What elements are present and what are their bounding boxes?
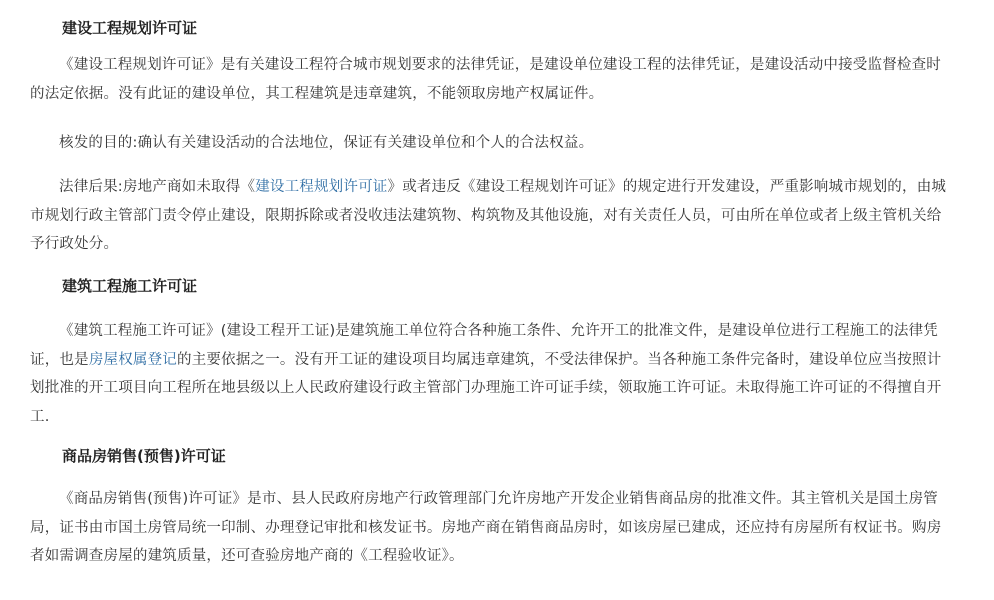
paragraph-text: 法律后果:房地产商如未取得《 [59,179,256,195]
paragraph-text: 的主要依据之一。没有开工证的建设项目均属违章建筑，不受法律保护。当各种施工条件完备时，建设单位应当按照计划批准的开工项目向工程所在地县级以上人民政府建设行政主管部门办理施工许可证手续，领取施工许可证。未取得施工许可证的不得擅自开工. [30,351,942,425]
planning-permit-link[interactable]: 建设工程规划许可证 [255,179,388,195]
paragraph-planning-permit-consequence [30,173,950,259]
section-heading-presale-permit: 商品房销售(预售)许可证 [62,447,226,465]
paragraph-planning-permit-definition: 《建设工程规划许可证》是有关建设工程符合城市规划要求的法律凭证，是建设单位建设工程的法律凭证，是建设活动中接受监督检查时的法定依据。没有此证的建设单位，其工程建筑是违章建筑，不能领取房地产权属证件。 [30,57,941,102]
section-heading-planning-permit: 建设工程规划许可证 [62,19,198,37]
paragraph-presale-permit: 《商品房销售(预售)许可证》是市、县人民政府房地产行政管理部门允许房地产开发企业销售商品房的批准文件。其主管机关是国土房管局，证书由市国土房管局统一印制、办理登记审批和核发证书。房地产商在销售商品房时，如该房屋已建成，还应持有房屋所有权证书。购房者如需调查房屋的建筑质量，还可查验房地产商的《工程验收证》。 [30,491,942,564]
paragraph-text: 》或者违反《建设工程规划许可证》的规定进行开发建设，严重影响城市规划的，由城市规划行政主管部门责令停止建设，限期拆除或者没收违法建筑物、构筑物及其他设施，对有关责任人员，可由所在单位或者上级主管机关给予行政处分。 [30,179,947,252]
property-registration-link[interactable]: 房屋权属登记 [88,351,178,368]
paragraph-planning-permit-purpose: 核发的目的:确认有关建设活动的合法地位，保证有关建设单位和个人的合法权益。 [59,135,594,151]
section-heading-construction-permit: 建筑工程施工许可证 [62,277,198,295]
paragraph-construction-permit [30,317,950,431]
paragraph-text: 《建筑工程施工许可证》(建设工程开工证)是建筑施工单位符合各种施工条件、允许开工的批准文件，是建设单位进行工程施工的法律凭证，也是 [30,323,939,368]
